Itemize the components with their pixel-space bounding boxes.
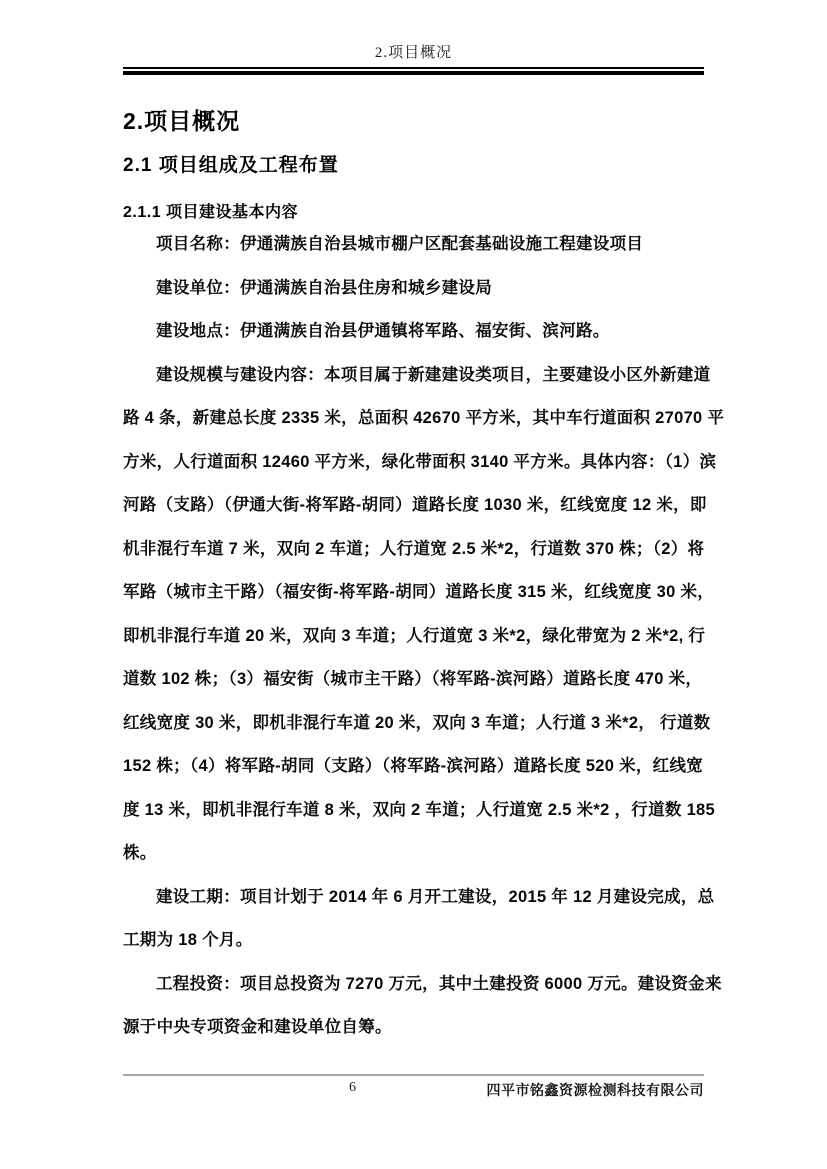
body-text-line: 源于中央专项资金和建设单位自筹。 — [123, 1018, 392, 1036]
document-body — [123, 223, 725, 1050]
body-text-line: 机非混行车道 7 米，双向 2 车道；人行道宽 2.5 米*2，行道数 370 株；（2）将 — [123, 539, 705, 558]
body-text-line: 方米，人行道面积 12460 平方米，绿化带面积 3140 平方米。具体内容：（1）滨 — [123, 452, 717, 471]
footer-company-name: 四平市铭鑫资源检测科技有限公司 — [486, 1082, 704, 1098]
section-heading: 2.1 项目组成及工程布置 — [123, 155, 339, 176]
subsection-heading: 2.1.1 项目建设基本内容 — [123, 204, 299, 221]
body-text-line: 建设单位：伊通满族自治县住房和城乡建设局 — [156, 278, 492, 297]
body-text-line: 道数 102 株；（3）福安街（城市主干路）（将军路-滨河路）道路长度 470 米， — [123, 670, 703, 688]
footer-rule — [123, 1074, 704, 1076]
body-text-line: 河路（支路）（伊通大街-将军路-胡同）道路长度 1030 米，红线宽度 12 米，即 — [123, 496, 707, 514]
header-rule-thick-line — [123, 71, 704, 75]
footer-page-number: 6 — [349, 1080, 356, 1095]
body-text-line: 路 4 条，新建总长度 2335 米，总面积 42670 平方米，其中车行道面积 27070 平 — [123, 409, 725, 427]
body-text-line: 工期为 18 个月。 — [123, 931, 253, 949]
body-text-line: 红线宽度 30 米，即机非混行车道 20 米，双向 3 车道；人行道 3 米*2， 行道数 — [123, 713, 711, 732]
header-rule — [123, 67, 704, 75]
body-text-line: 152 株；（4）将军路-胡同（支路）（将军路-滨河路）道路长度 520 米，红线宽 — [123, 757, 704, 775]
body-text-line: 株。 — [123, 844, 157, 862]
body-text-line: 项目名称：伊通满族自治县城市棚户区配套基础设施工程建设项目 — [156, 235, 644, 253]
chapter-heading: 2.项目概况 — [123, 108, 241, 134]
body-text-line: 军路（城市主干路）（福安街-将军路-胡同）道路长度 315 米，红线宽度 30 米， — [123, 583, 715, 601]
header-running-title: 2.项目概况 — [374, 45, 453, 61]
body-text-line: 度 13 米，即机非混行车道 8 米，双向 2 车道；人行道宽 2.5 米*2 ，行道数 185 — [123, 800, 716, 819]
body-text-line: 即机非混行车道 20 米，双向 3 车道；人行道宽 3 米*2，绿化带宽为 2 米*2, 行 — [123, 626, 706, 645]
body-text-line: 建设工期：项目计划于 2014 年 6 月开工建设，2015 年 12 月建设完成，总 — [156, 887, 715, 906]
body-text-line: 建设规模与建设内容：本项目属于新建建设类项目，主要建设小区外新建道 — [156, 365, 711, 384]
body-text-line: 工程投资：项目总投资为 7270 万元，其中土建投资 6000 万元。建设资金来 — [156, 974, 722, 993]
body-text-line: 建设地点：伊通满族自治县伊通镇将军路、福安街、滨河路。 — [156, 322, 610, 340]
